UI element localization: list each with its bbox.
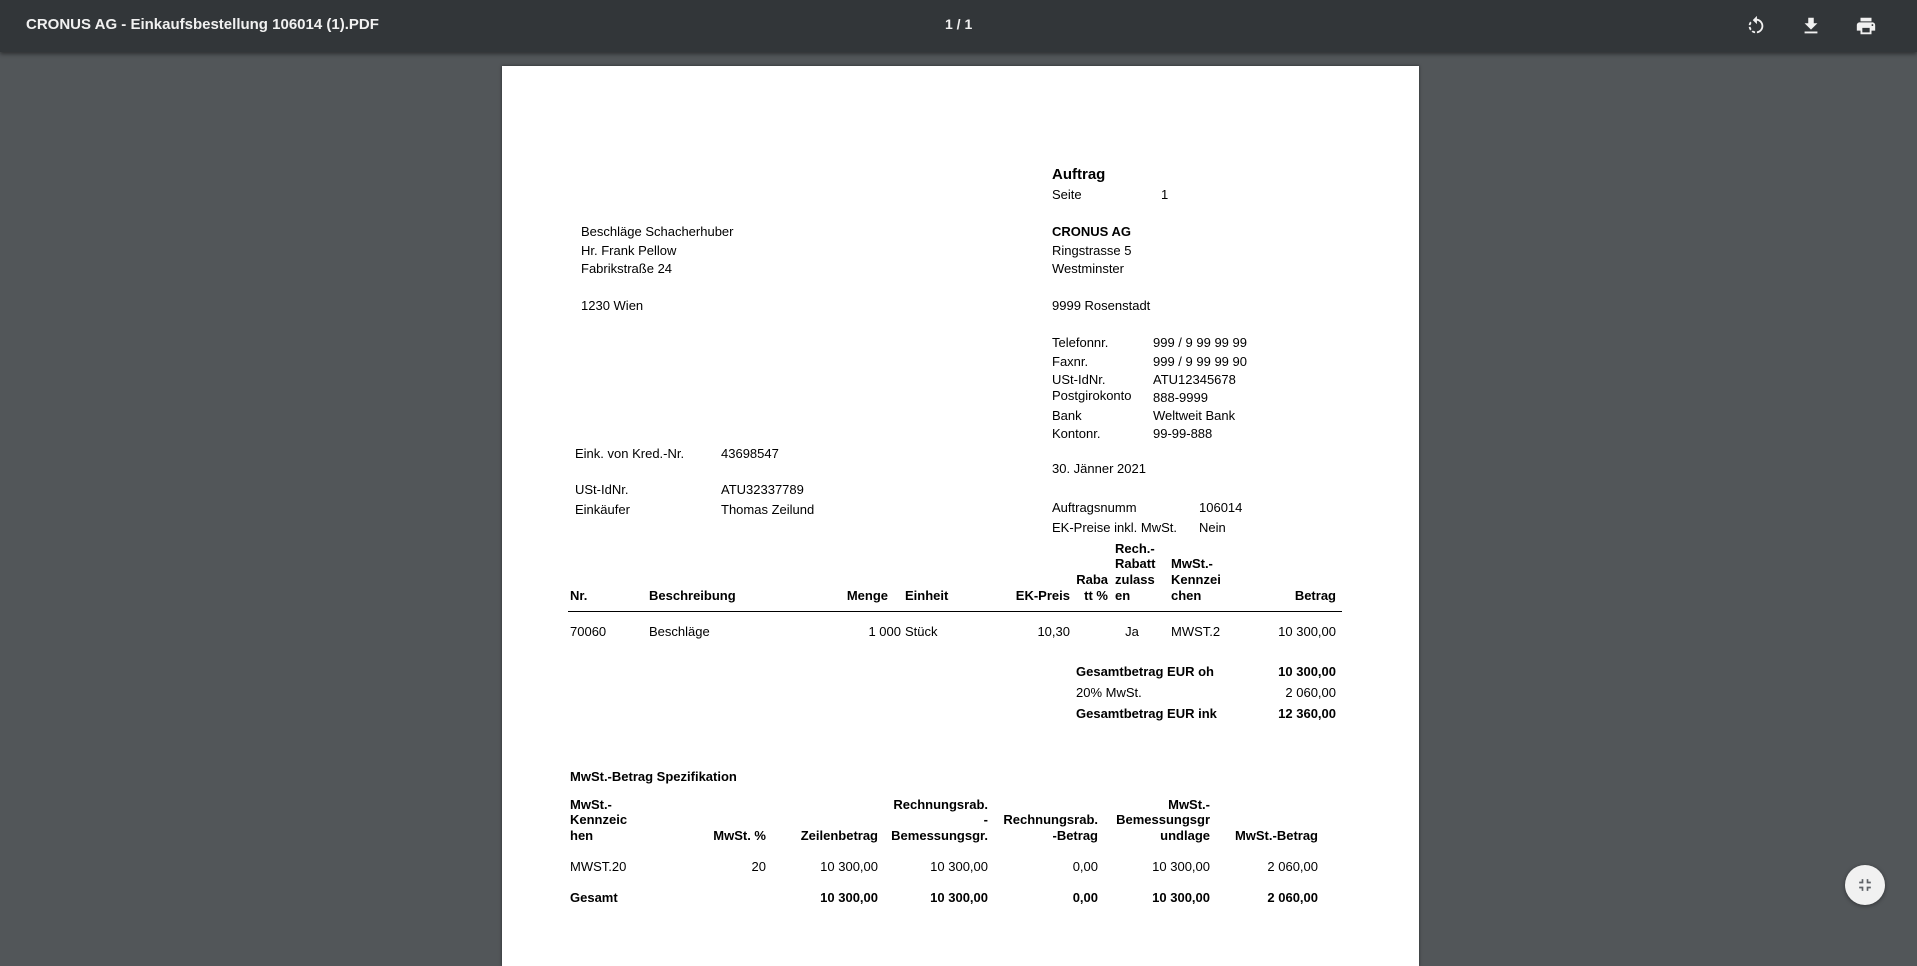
- page-indicator: 1 / 1: [945, 16, 973, 32]
- gross-total-value: 12 360,00: [1278, 706, 1336, 721]
- print-icon: [1855, 15, 1877, 37]
- vat-col-header-vatbase-3: undlage: [1160, 828, 1210, 843]
- fax-label: Faxnr.: [1052, 354, 1089, 369]
- vat-total-row-vatbase: 10 300,00: [1152, 890, 1210, 905]
- row-nr: 70060: [570, 624, 607, 639]
- download-button[interactable]: [1795, 10, 1827, 42]
- vendor-vat-value: ATU32337789: [721, 482, 804, 497]
- buyer-value: Thomas Zeilund: [721, 502, 815, 517]
- col-header-quantity: Menge: [846, 588, 888, 603]
- vat-col-header-vatamount: MwSt.-Betrag: [1234, 828, 1318, 843]
- col-header-discount-1: Raba: [1076, 572, 1108, 587]
- order-no-value: 106014: [1199, 500, 1243, 515]
- gross-total-label: Gesamtbetrag EUR ink: [1076, 706, 1217, 721]
- document-date: 30. Jänner 2021: [1052, 461, 1146, 476]
- company-name: CRONUS AG: [1052, 224, 1131, 239]
- net-total-value: 10 300,00: [1278, 664, 1336, 679]
- vat-row-id: MWST.20: [570, 859, 627, 874]
- page-value: 1: [1161, 187, 1169, 202]
- company-vat-value: ATU12345678: [1153, 372, 1236, 387]
- giro-value: 888-9999: [1153, 390, 1208, 405]
- pdf-page: [502, 66, 1419, 966]
- fax-value: 999 / 9 99 99 90: [1153, 354, 1247, 369]
- vat-total-row-vatamount: 2 060,00: [1267, 890, 1318, 905]
- row-description: Beschläge: [649, 624, 710, 639]
- fit-to-page-icon: [1855, 875, 1875, 895]
- vat-total-row-label: Gesamt: [570, 890, 618, 905]
- vat-col-header-id-2: Kennzeic: [570, 812, 628, 827]
- vendor-street: Fabrikstraße 24: [581, 261, 673, 276]
- col-header-amount: Betrag: [1294, 588, 1336, 603]
- vat-col-header-vatbase-1: MwSt.-: [1168, 797, 1210, 812]
- company-vat-label: USt-IdNr.: [1052, 372, 1106, 387]
- page-label: Seite: [1052, 187, 1082, 202]
- vat-col-header-disc-1: Rechnungsrab.: [1003, 812, 1098, 827]
- vat-col-header-base-1: Rechnungsrab.: [893, 797, 988, 812]
- vat-total-value: 2 060,00: [1285, 685, 1336, 700]
- bank-label: Bank: [1052, 408, 1082, 423]
- vat-col-header-disc-2: -Betrag: [1052, 828, 1098, 843]
- col-header-unit: Einheit: [905, 588, 949, 603]
- vat-total-row-base: 10 300,00: [930, 890, 988, 905]
- col-header-vatid-2: Kennzei: [1171, 572, 1221, 587]
- giro-label: Postgirokonto: [1052, 388, 1132, 403]
- col-header-vatid-1: MwSt.-: [1171, 556, 1213, 571]
- col-header-description: Beschreibung: [649, 588, 736, 603]
- vat-row-vatbase: 10 300,00: [1152, 859, 1210, 874]
- rotate-icon: [1745, 15, 1767, 37]
- vendor-no-value: 43698547: [721, 446, 779, 461]
- table-header-divider: [568, 611, 1342, 612]
- buyer-label: Einkäufer: [575, 502, 630, 517]
- vat-col-header-id-3: hen: [570, 828, 594, 843]
- company-street: Ringstrasse 5: [1052, 243, 1132, 258]
- phone-label: Telefonnr.: [1052, 335, 1109, 350]
- col-header-invdisc-3: zulass: [1115, 572, 1155, 587]
- row-vat-id: MWST.2: [1171, 624, 1221, 639]
- col-header-invdisc-2: Rabatt: [1115, 556, 1156, 571]
- company-city: 9999 Rosenstadt: [1052, 298, 1151, 313]
- vendor-vat-label: USt-IdNr.: [575, 482, 629, 497]
- vat-total-label: 20% MwSt.: [1076, 685, 1142, 700]
- col-header-vatid-3: chen: [1171, 588, 1202, 603]
- company-area: Westminster: [1052, 261, 1124, 276]
- row-price: 10,30: [1037, 624, 1070, 639]
- vat-total-row-disc: 0,00: [1072, 890, 1098, 905]
- order-no-label: Auftragsnumm: [1052, 500, 1137, 515]
- doc-title: Auftrag: [1052, 166, 1106, 183]
- pdf-viewer-toolbar: [0, 0, 1917, 52]
- col-header-invdisc-1: Rech.-: [1115, 541, 1155, 556]
- row-inv-disc: Ja: [1125, 624, 1139, 639]
- rotate-button[interactable]: [1740, 10, 1772, 42]
- print-button[interactable]: [1850, 10, 1882, 42]
- col-header-invdisc-4: en: [1115, 588, 1131, 603]
- account-label: Kontonr.: [1052, 426, 1101, 441]
- vat-col-header-pct: MwSt. %: [713, 828, 766, 843]
- vendor-contact: Hr. Frank Pellow: [581, 243, 677, 258]
- vat-row-base: 10 300,00: [930, 859, 988, 874]
- vendor-city: 1230 Wien: [581, 298, 644, 313]
- vat-row-vatamount: 2 060,00: [1267, 859, 1318, 874]
- row-quantity: 1 000: [868, 624, 901, 639]
- vat-row-pct: 20: [751, 859, 766, 874]
- row-unit: Stück: [905, 624, 938, 639]
- vat-col-header-base-2: -: [983, 812, 988, 827]
- col-header-discount-2: tt %: [1084, 588, 1108, 603]
- net-total-label: Gesamtbetrag EUR oh: [1076, 664, 1214, 679]
- bank-value: Weltweit Bank: [1153, 408, 1236, 423]
- account-value: 99-99-888: [1153, 426, 1213, 441]
- col-header-price: EK-Preis: [1015, 588, 1070, 603]
- vat-spec-title: MwSt.-Betrag Spezifikation: [570, 769, 737, 784]
- vat-row-disc: 0,00: [1072, 859, 1098, 874]
- vat-col-header-id-1: MwSt.-: [570, 797, 612, 812]
- phone-value: 999 / 9 99 99 99: [1153, 335, 1247, 350]
- vendor-no-label: Eink. von Kred.-Nr.: [575, 446, 685, 461]
- prices-incl-value: Nein: [1199, 520, 1226, 535]
- vat-col-header-line: Zeilenbetrag: [800, 828, 878, 843]
- vendor-name: Beschläge Schacherhuber: [581, 224, 734, 239]
- vat-total-row-line: 10 300,00: [820, 890, 878, 905]
- vat-row-line: 10 300,00: [820, 859, 878, 874]
- row-amount: 10 300,00: [1278, 624, 1336, 639]
- fit-to-page-button[interactable]: [1845, 865, 1885, 905]
- download-icon: [1800, 15, 1822, 37]
- col-header-nr: Nr.: [570, 588, 588, 603]
- prices-incl-label: EK-Preise inkl. MwSt.: [1052, 520, 1177, 535]
- document-title: CRONUS AG - Einkaufsbestellung 106014 (1).PDF: [26, 16, 379, 33]
- vat-col-header-vatbase-2: Bemessungsgr: [1116, 812, 1210, 827]
- vat-col-header-base-3: Bemessungsgr.: [891, 828, 988, 843]
